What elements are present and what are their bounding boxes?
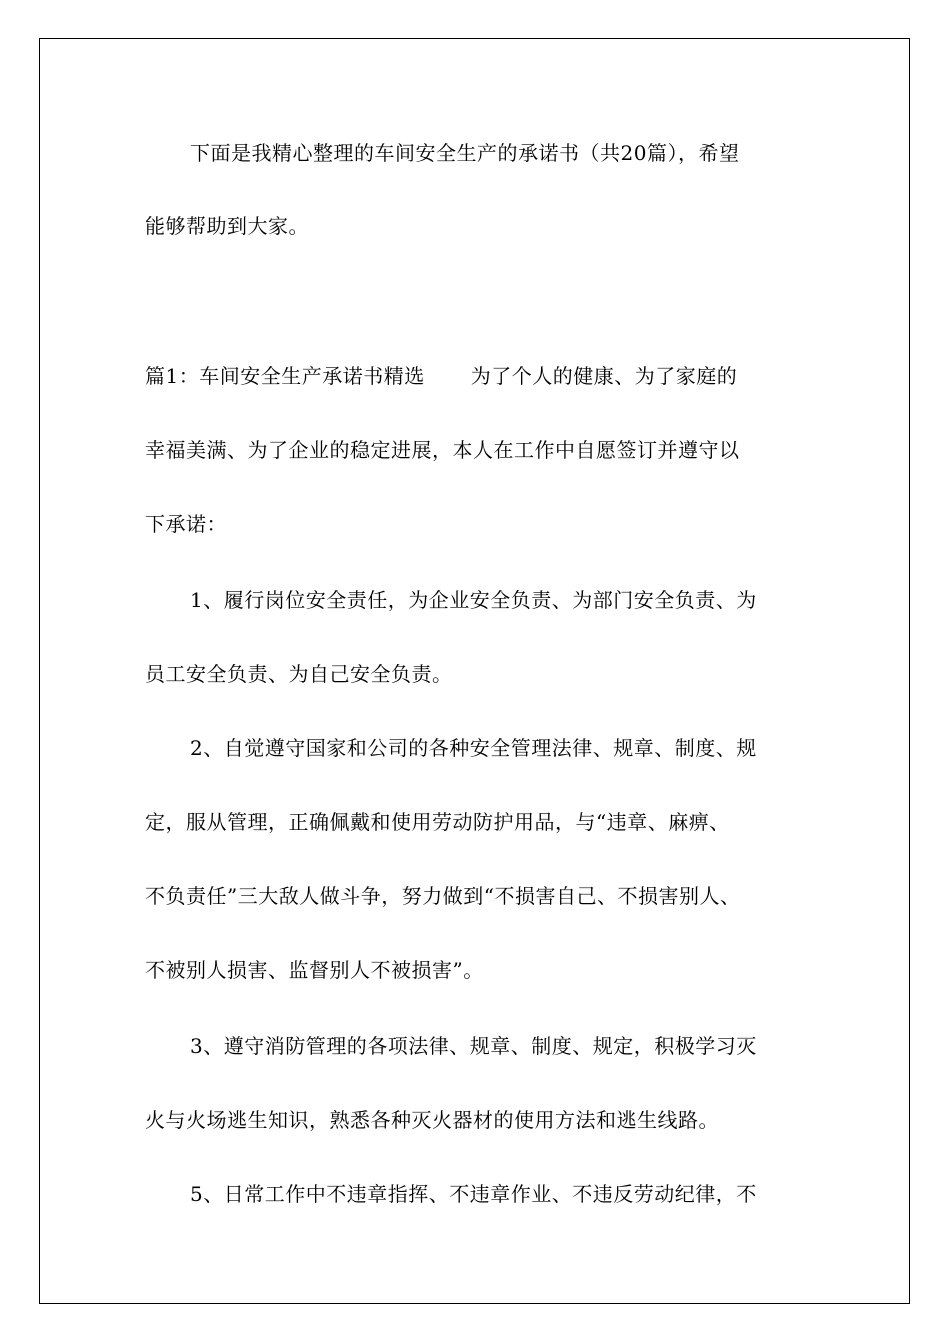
body-line: 5、日常工作中不违章指挥、不违章作业、不违反劳动纪律，不 bbox=[190, 1182, 757, 1206]
body-line: 不被别人损害、监督别人不被损害”。 bbox=[145, 958, 484, 982]
body-line: 1、履行岗位安全责任，为企业安全负责、为部门安全负责、为 bbox=[190, 588, 757, 612]
body-line: 员工安全负责、为自己安全负责。 bbox=[145, 662, 453, 686]
body-line: 3、遵守消防管理的各项法律、规章、制度、规定，积极学习灭 bbox=[190, 1034, 757, 1058]
body-line: 幸福美满、为了企业的稳定进展，本人在工作中自愿签订并遵守以 bbox=[145, 438, 740, 462]
intro-line-1: 下面是我精心整理的车间安全生产的承诺书（共20篇），希望 bbox=[190, 141, 740, 165]
body-line: 不负责任”三大敌人做斗争，努力做到“不损害自己、不损害别人、 bbox=[145, 884, 741, 908]
body-line: 火与火场逃生知识，熟悉各种灭火器材的使用方法和逃生线路。 bbox=[145, 1108, 719, 1132]
section-heading-line bbox=[145, 362, 737, 390]
body-line: 2、自觉遵守国家和公司的各种安全管理法律、规章、制度、规 bbox=[190, 736, 757, 760]
section-heading: 篇1：车间安全生产承诺书精选 bbox=[145, 364, 425, 388]
section-heading-tail: 为了个人的健康、为了家庭的 bbox=[470, 364, 738, 388]
body-line: 下承诺： bbox=[145, 512, 227, 536]
intro-line-2: 能够帮助到大家。 bbox=[145, 214, 309, 238]
body-line: 定，服从管理，正确佩戴和使用劳动防护用品，与“违章、麻痹、 bbox=[145, 810, 730, 834]
